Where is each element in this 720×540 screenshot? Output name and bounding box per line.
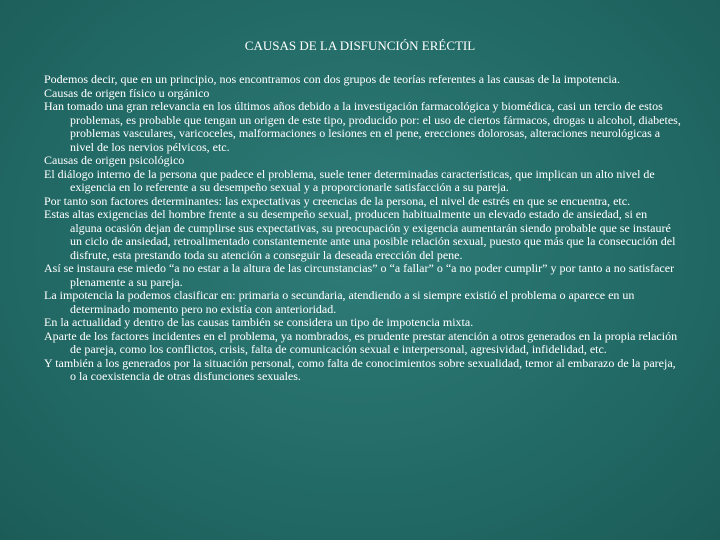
paragraph-personal-factors: Y también a los generados por la situación personal, como falta de conocimientos sobre sexualidad, temor al embarazo de la pareja, o la coexistencia de otras disfunciones sexuales. (44, 355, 676, 383)
heading-psychological-causes: Causas de origen psicológico (44, 153, 185, 167)
paragraph-fear: Así se instaura ese miedo “a no estar a la altura de las circunstancias” o “a fallar” o “a no poder cumplir” y por tanto a no satisfacer plenamente a su pareja. (44, 261, 675, 289)
paragraph-anxiety-cycle: Estas altas exigencias del hombre frente a su desempeño sexual, producen habitualmente un elevado estado de ansiedad, si en alguna ocasión dejan de cumplirse sus expectativas, su preocupación y exigencia aumentarán siendo probable que se instauré un ciclo de ansiedad, retroalimentado constantemente ante una posible relación sexual, puesto que más que la consecución del disfrute, esta prestando toda su atención a conseguir la deseada erección del pene. (44, 207, 676, 262)
paragraph-internal-dialogue: El diálogo interno de la persona que padece el problema, suele tener determinadas características, que implican un alto nivel de exigencia en lo referente a su desempeño sexual y a proporcionarle satisfacción a su pareja. (44, 166, 655, 194)
paragraph-classification: La impotencia la podemos clasificar en: primaria o secundaria, atendiendo a si siempre existió el problema o aparece en un determinado momento pero no existía con anterioridad. (44, 288, 635, 316)
slide-title: CAUSAS DE LA DISFUNCIÓN ERÉCTIL (244, 38, 476, 53)
paragraph-intro: Podemos decir, que en un principio, nos encontramos con dos grupos de teorías referentes a las causas de la impotencia. (44, 72, 621, 86)
paragraph-mixed-impotence: En la actualidad y dentro de las causas también se considera un tipo de impotencia mixta. (44, 315, 474, 329)
paragraph-physical-causes: Han tomado una gran relevancia en los últimos años debido a la investigación farmacológica y biomédica, casi un tercio de estos problemas, es probable que tengan un origen de este tipo, producido por: el uso de ciertos fármacos, drogas u alcohol, diabetes, problemas vasculares, varicoceles, malformaciones o lesiones en el pene, erecciones dolorosas, alteraciones neurológicas a nivel de los nervios pélvicos, etc. (44, 99, 681, 154)
paragraph-couple-factors: Aparte de los factores incidentes en el problema, ya nombrados, es prudente prestar atención a otros generados en la propia relación de pareja, como los conflictos, crisis, falta de comunicación sexual e interpersonal, agresividad, infidelidad, etc. (44, 328, 678, 356)
paragraph-determining-factors: Por tanto son factores determinantes: las expectativas y creencias de la persona, el nivel de estrés en que se encuentra, etc. (44, 193, 631, 208)
slide-body (44, 73, 682, 384)
heading-physical-causes: Causas de origen físico u orgánico (44, 85, 210, 100)
